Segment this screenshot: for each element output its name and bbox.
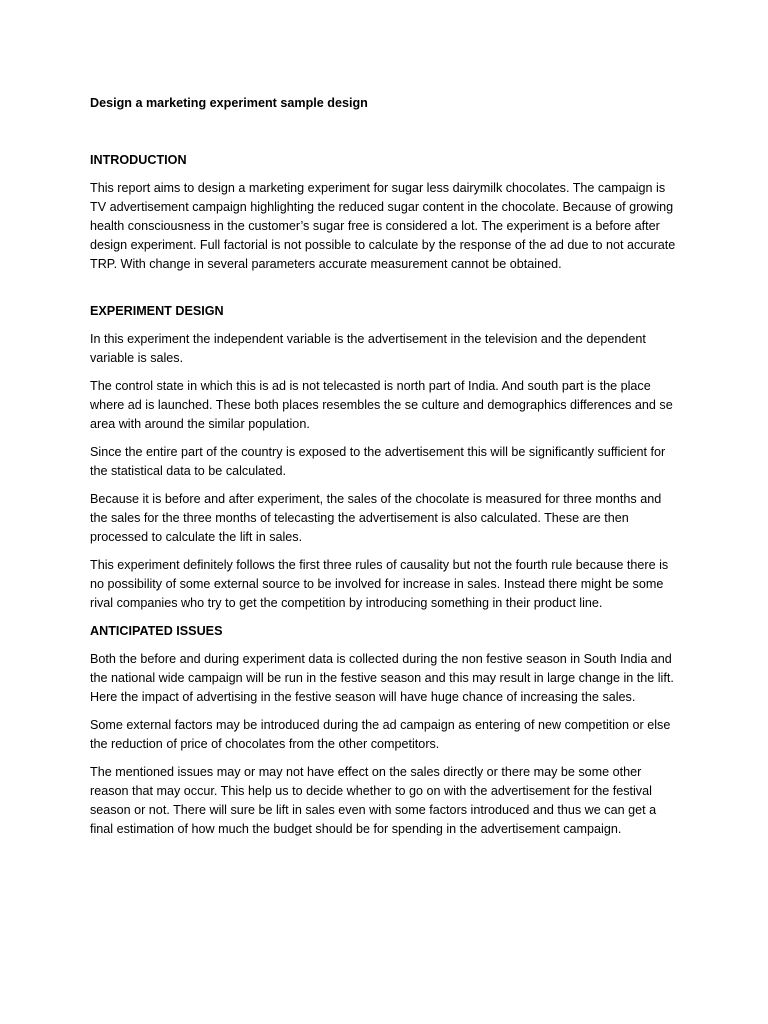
anticipated-issues-paragraph-2: Some external factors may be introduced during the ad campaign as entering of new competition or else the reduction of price of chocolates from the other competitors. (90, 718, 671, 751)
experiment-design-paragraph-5: This experiment definitely follows the first three rules of causality but not the fourth rule because there is no possibility of some external source to be involved for increase in sales. Instead there might be some rival companies who try to get the competition by introducing something in their product line. (90, 558, 669, 610)
section-heading-introduction: INTRODUCTION (90, 153, 187, 167)
anticipated-issues-paragraph-1: Both the before and during experiment data is collected during the non festive season in South India and the national wide campaign will be run in the festive season and this may result in large change in the lift. Here the impact of advertising in the festive season will have huge chance of increasing the sales. (90, 652, 674, 704)
experiment-design-paragraph-3: Since the entire part of the country is exposed to the advertisement this will be significantly sufficient for the statistical data to be calculated. (90, 445, 666, 478)
experiment-design-paragraph-1: In this experiment the independent variable is the advertisement in the television and the dependent variable is sales. (90, 332, 646, 365)
document-page (90, 94, 682, 848)
document-title: Design a marketing experiment sample design (90, 96, 368, 110)
anticipated-issues-paragraph-3: The mentioned issues may or may not have effect on the sales directly or there may be some other reason that may occur. This help us to decide whether to go on with the advertisement for the festival season or not. There will sure be lift in sales even with some factors introduced and thus we can get a final estimation of how much the budget should be for spending in the advertisement campaign. (90, 765, 657, 836)
section-heading-anticipated-issues: ANTICIPATED ISSUES (90, 624, 223, 638)
experiment-design-paragraph-4: Because it is before and after experiment, the sales of the chocolate is measured for three months and the sales for the three months of telecasting the advertisement is also calculated. These are then processed to calculate the lift in sales. (90, 492, 662, 544)
section-heading-experiment-design: EXPERIMENT DESIGN (90, 304, 224, 318)
introduction-paragraph: This report aims to design a marketing experiment for sugar less dairymilk chocolates. The campaign is TV advertisement campaign highlighting the reduced sugar content in the chocolate. Because of growing health consciousness in the customer’s sugar free is considered a lot. The experiment is a before after design experiment. Full factorial is not possible to calculate by the response of the ad due to not accurate TRP. With change in several parameters accurate measurement cannot be obtained. (90, 181, 676, 271)
experiment-design-paragraph-2: The control state in which this is ad is not telecasted is north part of India. And south part is the place where ad is launched. These both places resembles the se culture and demographics differences and se area with around the similar population. (90, 379, 673, 431)
